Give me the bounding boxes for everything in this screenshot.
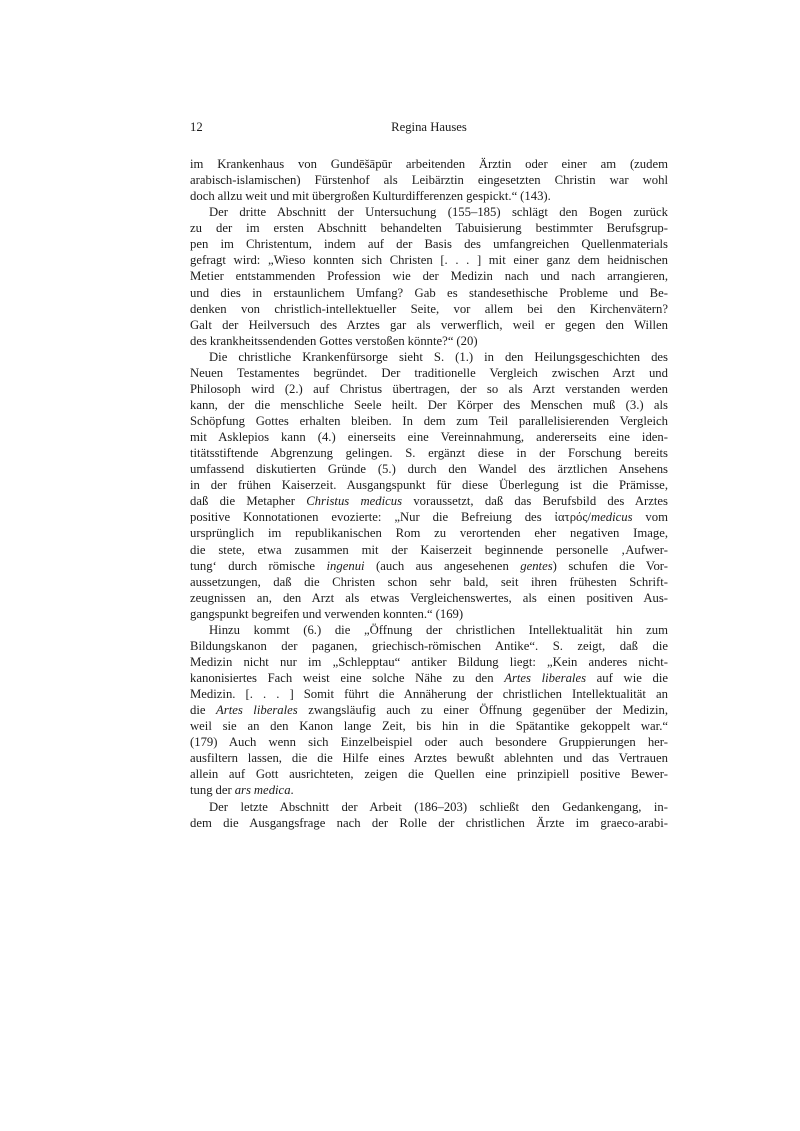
text-line: doch allzu weit und mit übergroßen Kulturdifferenzen gespickt.“ (143). <box>190 189 551 204</box>
text-line: titätsstiftende Abgrenzung gelingen. S. ergänzt diese in der Forschung bereits <box>190 446 668 461</box>
text-line: Der letzte Abschnitt der Arbeit (186–203) schließt den Gedankengang, in- <box>209 799 668 814</box>
body-text <box>190 156 668 831</box>
text-line: allein auf Gott ausrichteten, zeigen die Quellen eine prinzipiell positive Bewer- <box>190 767 668 782</box>
text-line: die Artes liberales zwangsläufig auch zu einer Öffnung gegenüber der Medizin, <box>190 703 668 718</box>
text-line: weil sie an den Kanon lange Zeit, bis hin in die Spätantike gekoppelt war.“ <box>190 719 668 734</box>
paragraph <box>190 204 668 349</box>
text-line: pen im Christentum, indem auf der Basis des umfangreichen Quellenmaterials <box>190 237 668 252</box>
paragraph <box>190 349 668 622</box>
text-line: gefragt wird: „Wieso konnten sich Christen [. . . ] mit einer ganz dem heidnischen <box>190 253 668 268</box>
text-line: mit Asklepios kann (4.) einerseits eine Vereinnahmung, andererseits eine iden- <box>190 430 668 445</box>
running-title: Regina Hauses <box>391 120 467 134</box>
text-line: im Krankenhaus von Gundēšāpūr arbeitenden Ärztin oder einer am (zudem <box>190 157 668 171</box>
text-line: Hinzu kommt (6.) die „Öffnung der christlichen Intellektualität hin zum <box>209 622 668 637</box>
text-line: daß die Metapher Christus medicus voraussetzt, daß das Berufsbild des Arztes <box>190 494 668 509</box>
text-line: kanonisiertes Fach weist eine solche Nähe zu den Artes liberales auf wie die <box>190 671 668 685</box>
text-line: umfassend diskutierten Gründe (5.) durch den Wandel des ärztlichen Ansehens <box>190 462 668 477</box>
text-line: ausfiltern lassen, die die Hilfe eines Arztes bewußt ablehnten und das Vertrauen <box>190 751 668 766</box>
text-line: dem die Ausgangsfrage nach der Rolle der christlichen Ärzte im graeco-arabi- <box>190 815 668 830</box>
text-line: zeugnissen an, den Arzt als etwas Vergleichenswertes, als einen positiven Aus- <box>190 590 668 605</box>
text-line: Schöpfung Gottes erhalten bleiben. In dem zum Teil parallelisierenden Vergleich <box>190 414 668 428</box>
text-line: Medizin nicht nur im „Schlepptau“ antiker Bildung liegt: „Kein anderes nicht- <box>190 654 668 669</box>
text-line: tung‘ durch römische ingenui (auch aus angesehenen gentes) schufen die Vor- <box>190 558 668 573</box>
text-line: gangspunkt begreifen und verwenden konnten.“ (169) <box>190 606 464 621</box>
text-line: zu der im ersten Abschnitt behandelten Tabuisierung bestimmter Berufsgrup- <box>190 221 668 236</box>
paragraph <box>190 799 668 831</box>
text-line: die stete, etwa zusammen mit der Kaiserzeit beginnende personelle ‚Aufwer- <box>190 542 668 557</box>
text-line: (179) Auch wenn sich Einzelbeispiel oder auch besondere Gruppierungen her- <box>190 735 668 750</box>
text-line: Bildungskanon der paganen, griechisch-römischen Antike“. S. zeigt, daß die <box>190 638 668 653</box>
text-line: tung der ars medica. <box>190 783 294 798</box>
text-line: des krankheitssendenden Gottes verstoßen könnte?“ (20) <box>190 333 478 348</box>
text-line: Philosoph wird (2.) auf Christus übertragen, der so als Arzt verstanden werden <box>190 381 668 396</box>
text-line: Der dritte Abschnitt der Untersuchung (155–185) schlägt den Bogen zurück <box>209 205 668 220</box>
paragraph <box>190 156 668 204</box>
text-line: und dies in erstaunlichem Umfang? Gab es standesethische Probleme und Be- <box>190 285 668 300</box>
text-line: Metier entstammenden Profession wie der Medizin nach und nach arrangieren, <box>190 269 668 284</box>
text-line: Galt der Heilversuch des Arztes gar als verwerflich, weil er gegen den Willen <box>190 317 668 332</box>
text-line: arabisch-islamischen) Fürstenhof als Leibärztin eingesetzten Christin war wohl <box>190 173 668 188</box>
paragraph <box>190 622 668 799</box>
running-header <box>190 120 668 135</box>
text-line: Die christliche Krankenfürsorge sieht S. (1.) in den Heilungsgeschichten des <box>209 349 668 364</box>
text-line: positive Konnotationen evozierte: „Nur die Befreiung des ἰατρός/medicus vom <box>190 510 668 525</box>
text-line: ursprünglich im republikanischen Rom zu verortenden eher negativen Image, <box>190 526 668 541</box>
text-line: denken von christlich-intellektueller Seite, vor allem bei den Kirchenvätern? <box>190 301 668 316</box>
text-line: kann, der die menschliche Seele heilt. Der Körper des Menschen muß (3.) als <box>190 397 668 412</box>
page-number: 12 <box>190 120 203 134</box>
text-line: Neuen Testamentes begründet. Der traditionelle Vergleich zwischen Arzt und <box>190 365 668 380</box>
text-line: Medizin. [. . . ] Somit führt die Annäherung der christlichen Intellektualität an <box>190 687 668 702</box>
text-line: in der frühen Kaiserzeit. Ausgangspunkt für diese Überlegung ist die Prämisse, <box>190 478 668 493</box>
text-line: aussetzungen, daß die Christen schon sehr bald, seit ihren frühesten Schrift- <box>190 574 668 589</box>
